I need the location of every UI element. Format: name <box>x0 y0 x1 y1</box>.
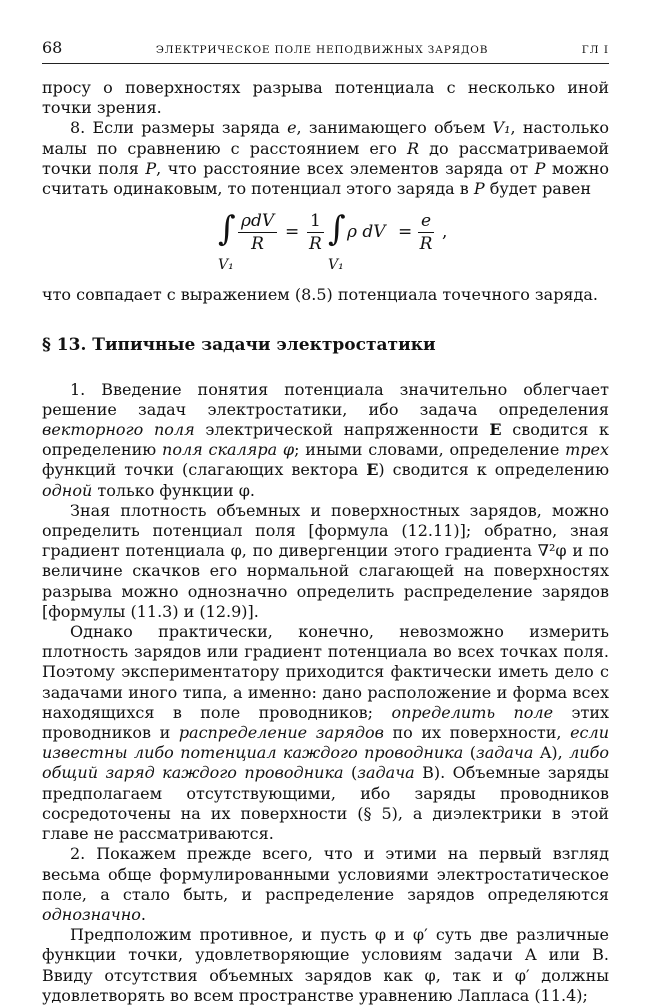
integrand: ρ dV <box>347 222 386 243</box>
equals-sign-2: = <box>398 222 413 243</box>
equals-sign: = <box>285 222 300 243</box>
potential-formula <box>42 205 609 279</box>
section-heading: § 13. Типичные задачи электростатики <box>42 335 436 356</box>
fraction-rho-dv-over-r: ρdV R <box>238 211 277 254</box>
integral-limit-2: V₁ <box>328 257 344 274</box>
integral-sign: ∫ <box>218 209 236 250</box>
book-page <box>42 38 609 1006</box>
integral-limit: V₁ <box>218 257 234 274</box>
paragraph-2: 2. Покажем прежде всего, что и этими на первый взгляд весьма обще формулированными условиями электростатическое поле, а стало быть, и распределение зарядов определяются однозначно. <box>42 844 609 924</box>
integral-sign-2: ∫ <box>328 209 346 250</box>
fraction-e-over-r: $\frac{e}{R}$ <box>419 211 433 255</box>
body-text <box>42 78 609 1006</box>
paragraph-suppose: Предположим противное, и пусть φ и φ′ суть две различные функции точки, удовлетворяющие условиям задачи A или B. Ввиду отсутствия объемных зарядов как φ, так и φ′ должны удовлетворять во всем пространстве уравнению Лапласа (11.4); <box>42 925 609 1005</box>
paragraph-problems: Однако практически, конечно, невозможно измерить плотность зарядов или градиент потенциала во всех точках поля. Поэтому экспериментатору приходится фактически иметь дело с задачами иного типа, а именно: дано расположение и форма всех находящихся в поле проводников; определить поле этих проводников и распределение зарядов по их поверхности, если известны либо потенциал каждого проводника (задача A), либо общий заряд каждого проводника (задача B). Объемные заряды предполагаем отсутствующими, ибо заряды проводников сосредоточены на их поверхности (§ 5), а диэлектрики в этой главе не рассматриваются. <box>42 622 610 844</box>
paragraph-charges: Зная плотность объемных и поверхностных зарядов, можно определить потенциал поля [формула (12.11)]; обратно, зная градиент потенциала φ, по дивергенции этого градиента ∇²φ и по величине скачков его нормальной слагающей на поверхностях разрыва можно однозначно определить распределение зарядов [формулы (11.3) и (12.9)]. <box>42 500 609 621</box>
paragraph-1: 1. Введение понятия потенциала значительно облегчает решение задач электростатики, ибо задача определения векторного поля электрической напряженности E сводится к определению поля скаляра φ; иными словами, определение трех функций точки (слагающих вектора E) сводится к определению одной только функции φ. <box>42 379 609 500</box>
paragraph-8: 8. Если размеры заряда e, занимающего объем V₁, настолько малы по сравнению с расстоянием его R до рассматриваемой точки поля P, что расстояние всех элементов заряда от P можно считать одинаковым, то потенциал этого заряда в P будет равен <box>42 118 610 199</box>
running-title: ЭЛЕКТРИЧЕСКОЕ ПОЛЕ НЕПОДВИЖНЫХ ЗАРЯДОВ <box>155 44 489 56</box>
running-head <box>42 38 609 64</box>
chapter-label: ГЛ I <box>581 44 609 56</box>
paragraph-continuation: просу о поверхностях разрыва потенциала с несколько иной точки зрения. <box>42 78 609 118</box>
paragraph-after-formula: что совпадает с выражением (8.5) потенциала точечного заряда. <box>42 285 598 305</box>
page-number: 68 <box>42 38 63 57</box>
fraction-one-over-r: $\frac{1}{R}$ <box>307 211 324 254</box>
formula-comma: , <box>442 222 448 243</box>
